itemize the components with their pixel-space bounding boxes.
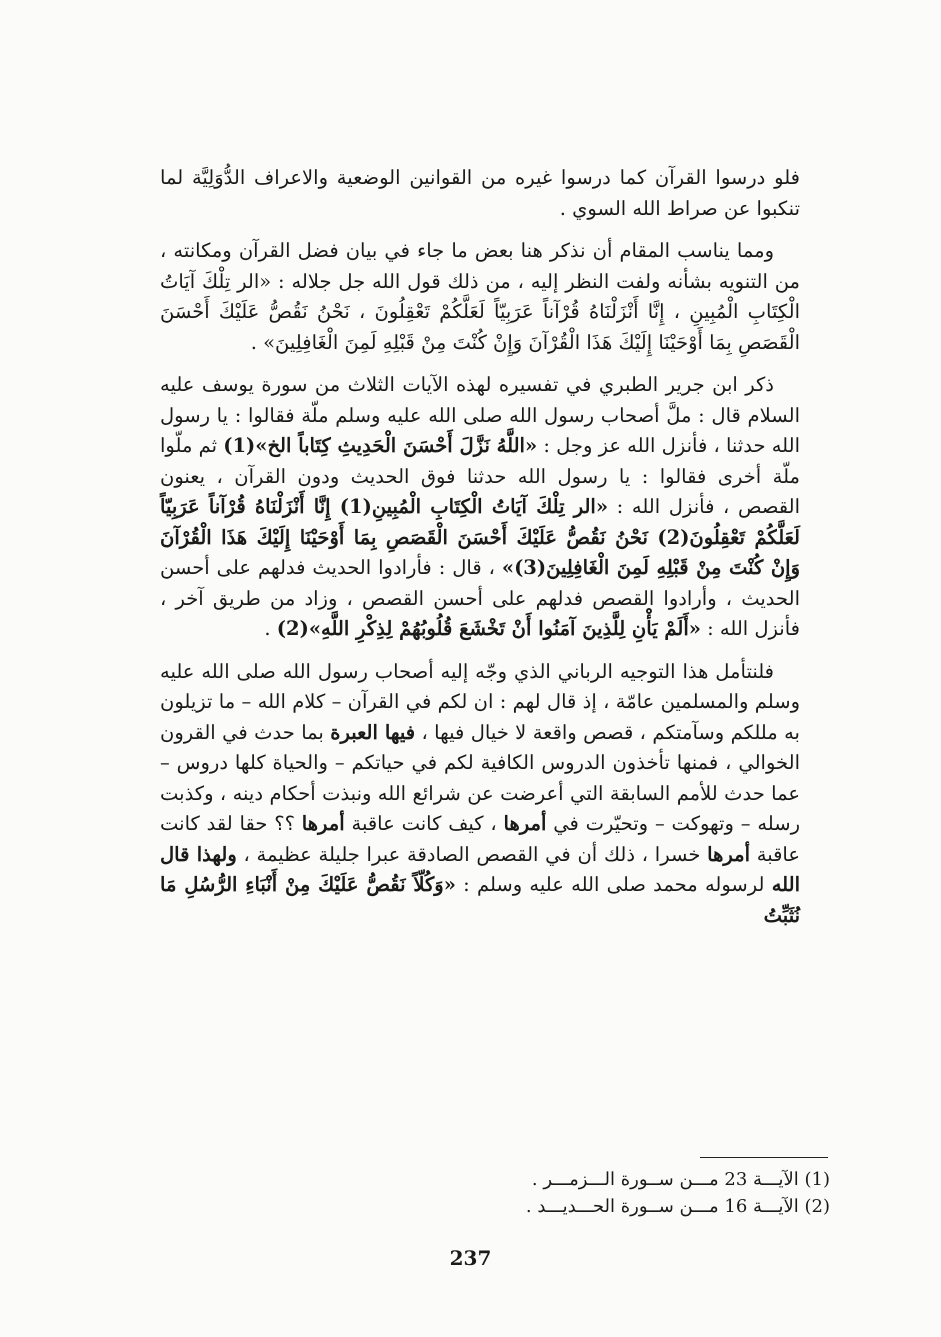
paragraph bbox=[160, 370, 800, 645]
text-segment: ذكر ابن جرير الطبري في تفسيره لهذه الآيات الثلاث من سورة يوسف عليه السلام قال : ملَّ أصحاب رسول الله صلى الله عليه وسلم ملّة فقالوا : يا رسول الله حدثنا ، فأنزل الله عز وجل : bbox=[160, 373, 800, 457]
quran-quote: أمرها bbox=[503, 812, 547, 835]
quran-quote: «وَكُلّاً نَقُصُّ عَلَيْكَ مِنْ أَنْبَاءِ الرُّسُلِ مَا نُثَبِّتُ bbox=[160, 873, 800, 927]
footnote-2: (2) الآيـــة 16 مـــن ســورة الحـــديـــد . bbox=[525, 1196, 830, 1217]
quran-quote: «اللَّهُ نَزَّلَ أَحْسَنَ الْحَدِيثِ كِتَاباً الخ»(1) bbox=[223, 434, 538, 457]
text-segment: ومما يناسب المقام أن نذكر هنا بعض ما جاء في بيان فضل القرآن ومكانته ، من التنويه بشأنه ولفت النظر إليه ، من ذلك قول الله جل جلاله : «الر تِلْكَ آيَاتُ الْكِتَابِ الْمُبِينِ ، إِنَّا أَنْزَلْنَاهُ قُرْآناً عَرَبِيّاً لَعَلَّكُمْ تَعْقِلُونَ ، نَحْنُ نَقُصُّ عَلَيْكَ أَحْسَنَ الْقَصَصِ بِمَا أَوْحَيْنَا إِلَيْكَ هَذَا الْقُرْآنَ وَإِنْ كُنْتَ مِنْ قَبْلِهِ لَمِنَ الْغَافِلِينَ» . bbox=[160, 239, 800, 354]
text-segment: فلنتأمل هذا التوجيه الرباني الذي وجّه إليه أصحاب رسول الله صلى الله عليه وسلم والمسلمين عامّة ، إذ قال لهم : ان لكم في القرآن – كلام الله – ما تزيلون به مللكم وسآمتكم ، قصص واقعة لا خيال فيها ، bbox=[160, 659, 800, 744]
text-segment: ؟؟ حقا لقد كانت عاقبة bbox=[160, 812, 800, 866]
quran-quote: «أَلَمْ يَأْنِ لِلَّذِينَ آمَنُوا أَنْ تَخْشَعَ قُلُوبُهُمْ لِذِكْرِ اللَّهِ»(2) bbox=[276, 617, 701, 640]
footnote-1: (1) الآيـــة 23 مـــن ســورة الـــزمـــر . bbox=[531, 1169, 830, 1190]
main-text bbox=[160, 163, 800, 943]
quran-quote: أمرها bbox=[707, 842, 751, 866]
page-number: 237 bbox=[449, 1246, 492, 1270]
text-segment: خسرا ، ذلك أن في القصص الصادقة عبرا جليلة عظيمة ، bbox=[236, 842, 708, 866]
text-segment: ، كيف كانت عاقبة bbox=[344, 812, 504, 835]
paragraph bbox=[160, 657, 800, 932]
quran-quote: أمرها bbox=[301, 812, 345, 835]
footnotes bbox=[430, 1166, 830, 1220]
text-segment: بما حدث في القرون الخوالي ، فمنها تأخذون الدروس الكافية لكم في حياتكم – والحياة كلها دروس – عما حدث للأمم السابقة التي أعرضت عن شرائع الله ونبذت أحكام دينه ، وكذبت رسله – وتهوكت – وتحيّرت في bbox=[160, 720, 800, 835]
paragraph bbox=[160, 163, 800, 224]
quran-quote: فيها العبرة bbox=[330, 720, 416, 744]
paragraph bbox=[160, 236, 800, 358]
text-segment: لرسوله محمد صلى الله عليه وسلم : bbox=[455, 873, 772, 896]
text-segment: . bbox=[264, 617, 277, 640]
footnote-divider bbox=[700, 1157, 828, 1158]
quran-quote: «الر تِلْكَ آيَاتُ الْكِتَابِ الْمُبِينِ(1) إِنَّا أَنْزَلْنَاهُ قُرْآناً عَرَبِيّاً لَعَلَّكُمْ تَعْقِلُونَ(2) نَحْنُ نَقُصُّ عَلَيْكَ أَحْسَنَ الْقَصَصِ بِمَا أَوْحَيْنَا إِلَيْكَ هَذَا الْقُرْآنَ وَإِنْ كُنْتَ مِنْ قَبْلِهِ لَمِنَ الْغَافِلِينَ(3)» bbox=[160, 495, 800, 579]
text-segment: ثم ملّوا ملّة أخرى فقالوا : يا رسول الله حدثنا فوق الحديث ودون القرآن ، يعنون القصص ، فأنزل الله : bbox=[160, 434, 800, 518]
text-segment: فلو درسوا القرآن كما درسوا غيره من القوانين الوضعية والاعراف الدُّوَلِيَّة لما تنكبوا عن صراط الله السوي . bbox=[160, 166, 800, 220]
text-segment: ، قال : فأرادوا الحديث فدلهم على أحسن الحديث ، وأرادوا القصص فدلهم على أحسن القصص ، وزاد من طريق آخر ، فأنزل الله : bbox=[160, 556, 800, 640]
quran-quote: ولهذا قال الله bbox=[160, 842, 800, 896]
